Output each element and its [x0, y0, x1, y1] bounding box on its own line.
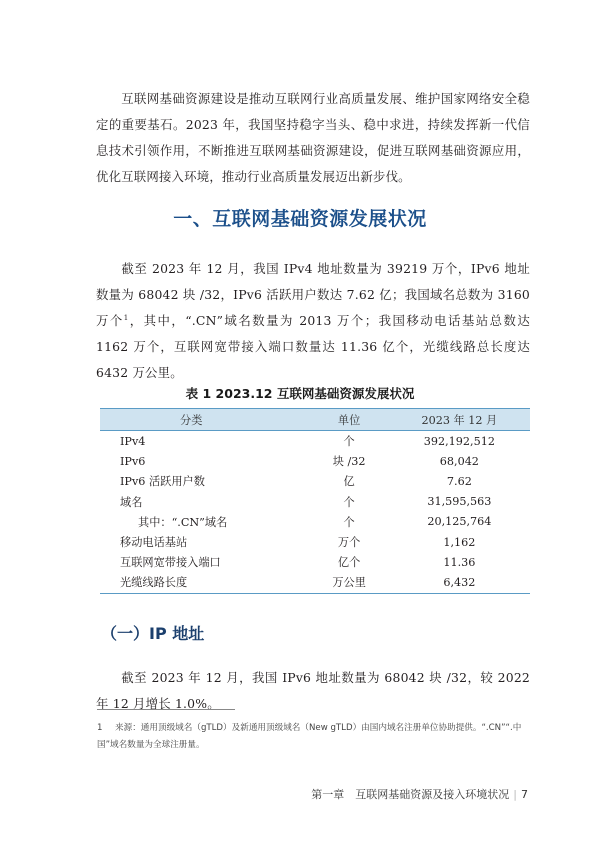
footnote-ref: 1 [123, 313, 129, 322]
row-value: 20,125,764 [427, 515, 492, 529]
ip-text: 截至 2023 年 12 月，我国 IPv6 地址数量为 68042 块 /32，较 2022 年 12 月增长 1.0%。 [96, 670, 530, 711]
row-value: 1,162 [443, 535, 476, 549]
footnote-number: 1 [97, 723, 103, 733]
intro-text: 互联网基础资源建设是推动互联网行业高质量发展、维护国家网络安全稳定的重要基石。2023 年，我国坚持稳字当头、稳中求进，持续发挥新一代信息技术引领作用，不断推进互联网基础资源建设，促进互联网基础资源应用，优化互联网接入环境，推动行业高质量发展迈出新步伐。 [96, 91, 530, 184]
intro-paragraph [96, 86, 530, 190]
row-unit: 万个 [337, 536, 361, 550]
footnote [97, 720, 537, 754]
header-value: 2023 年 12 月 [389, 409, 530, 431]
resource-table [100, 408, 530, 594]
page-footer [311, 786, 528, 802]
row-unit: 块 /32 [332, 455, 366, 469]
row-unit: 亿个 [337, 556, 361, 570]
row-unit: 个 [343, 515, 355, 529]
row-value: 11.36 [443, 555, 476, 569]
subsection-heading: （一）IP 地址 [101, 624, 205, 643]
row-value: 31,595,563 [427, 495, 492, 509]
table-header-row [100, 409, 530, 431]
row-category: IPv4 [120, 434, 146, 448]
row-category: 域名 [120, 495, 143, 509]
chapter-title: 第一章 互联网基础资源及接入环境状况 [311, 788, 510, 801]
row-value: 7.62 [446, 474, 472, 488]
header-category: 分类 [100, 409, 310, 431]
table-caption: 表 1 2023.12 互联网基础资源发展状况 [185, 386, 415, 401]
row-unit: 个 [343, 495, 355, 509]
summary-text-before: 截至 2023 年 12 月，我国 IPv4 地址数量为 39219 万个，IPv6 地址数量为 68042 块 /32，IPv6 活跃用户数达 7.62 亿；我国域名总数为 3160 万个 [96, 261, 530, 328]
table-row [100, 512, 530, 532]
table-row [100, 572, 530, 593]
row-value: 392,192,512 [423, 434, 495, 448]
row-unit: 万公里 [310, 572, 389, 593]
footer-separator: | [513, 788, 517, 801]
row-category: 其中：“.CN”域名 [138, 515, 228, 529]
table-row [100, 532, 530, 552]
row-unit: 亿 [343, 475, 355, 489]
page-number: 7 [521, 788, 528, 801]
row-unit: 个 [343, 435, 355, 449]
row-category: 光缆线路长度 [100, 572, 310, 593]
summary-text-after: ，其中，“.CN”域名数量为 2013 万个；我国移动电话基站总数达 1162 万个，互联网宽带接入端口数量达 11.36 亿个，光缆线路总长度达 6432 万公里。 [96, 313, 531, 380]
footnote-text: 来源：通用顶级域名（gTLD）及新通用顶级域名（New gTLD）由国内域名注册单位协助提供。“.CN”“.中国”域名数量为全球注册量。 [97, 723, 522, 750]
summary-paragraph [96, 256, 530, 386]
table-row [100, 552, 530, 572]
table-row [100, 471, 530, 491]
section-heading: 一、互联网基础资源发展状况 [173, 208, 427, 230]
table-row [100, 431, 530, 452]
table-row [100, 451, 530, 471]
row-category: IPv6 活跃用户数 [120, 475, 205, 489]
row-category: 移动电话基站 [120, 536, 188, 550]
footnote-divider [97, 709, 235, 710]
row-value: 68,042 [439, 454, 479, 468]
row-value: 6,432 [389, 572, 530, 593]
table-row [100, 492, 530, 512]
row-category: 互联网宽带接入端口 [120, 556, 221, 570]
row-category: IPv6 [120, 454, 146, 468]
header-unit: 单位 [310, 409, 389, 431]
